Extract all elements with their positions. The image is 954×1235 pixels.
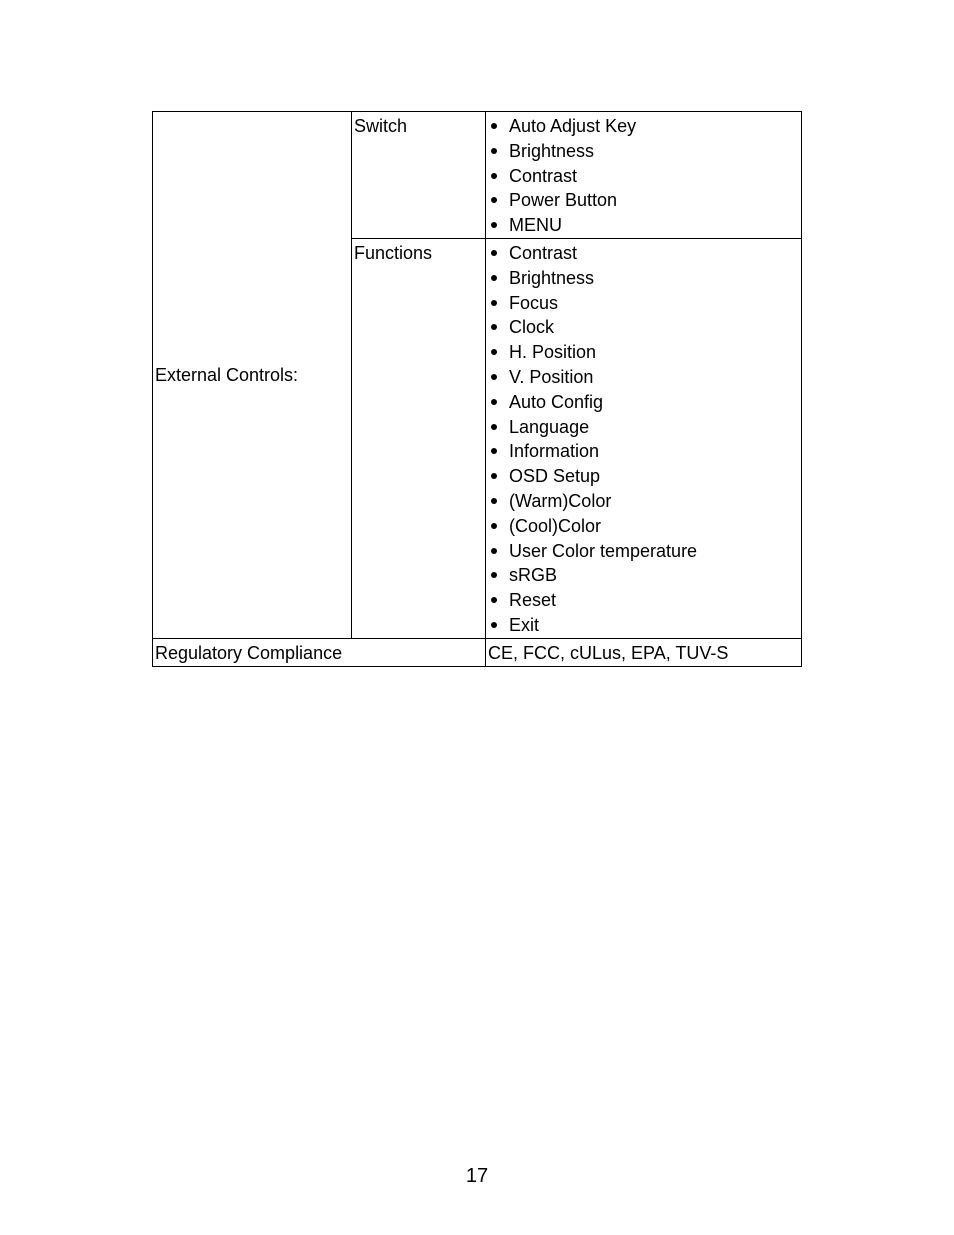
bullet-icon [491, 374, 497, 380]
list-item [488, 241, 799, 266]
list-item [488, 415, 799, 440]
bullet-icon [491, 498, 497, 504]
list-item [488, 390, 799, 415]
list-item-label: (Warm)Color [509, 490, 612, 511]
bullet-icon [491, 148, 497, 154]
list-item-label: OSD Setup [509, 466, 601, 487]
bullet-icon [491, 123, 497, 129]
list-item-label: Auto Config [509, 391, 604, 412]
switch-row [153, 112, 802, 239]
list-item-label: H. Position [509, 342, 597, 363]
spec-table [152, 111, 802, 667]
list-item-label: Power Button [509, 190, 618, 211]
list-item [488, 439, 799, 464]
bullet-icon [491, 424, 497, 430]
bullet-icon [491, 197, 497, 203]
list-item-label: Language [509, 416, 590, 437]
list-item-label: Auto Adjust Key [509, 116, 637, 136]
bullet-icon [491, 473, 497, 479]
bullet-icon [491, 523, 497, 529]
switch-label: Switch [352, 112, 486, 239]
list-item-label: Brightness [509, 140, 595, 161]
regulatory-label: Regulatory Compliance [153, 638, 486, 666]
list-item [488, 164, 799, 189]
list-item-label: Contrast [509, 242, 578, 263]
list-item [488, 114, 799, 139]
functions-list [488, 241, 799, 638]
switch-list [488, 114, 799, 238]
list-item [488, 213, 799, 238]
list-item [488, 365, 799, 390]
bullet-icon [491, 448, 497, 454]
external-controls-label: External Controls: [153, 112, 352, 639]
list-item-label: Contrast [509, 165, 578, 186]
list-item-label: Brightness [509, 267, 595, 288]
list-item [488, 291, 799, 316]
bullet-icon [491, 597, 497, 603]
list-item-label: User Color temperature [509, 540, 698, 561]
regulatory-value: CE, FCC, cULus, EPA, TUV-S [486, 638, 802, 666]
bullet-icon [491, 399, 497, 405]
bullet-icon [491, 250, 497, 256]
functions-items-cell [486, 238, 802, 638]
bullet-icon [491, 275, 497, 281]
list-item-label: V. Position [509, 366, 594, 387]
list-item [488, 489, 799, 514]
bullet-icon [491, 622, 497, 628]
list-item-label: Reset [509, 590, 557, 611]
list-item-label: Clock [509, 317, 555, 338]
list-item-label: Information [509, 441, 600, 462]
list-item [488, 514, 799, 539]
bullet-icon [491, 572, 497, 578]
bullet-icon [491, 324, 497, 330]
list-item [488, 139, 799, 164]
list-item [488, 563, 799, 588]
list-item-label: sRGB [509, 565, 558, 586]
list-item [488, 188, 799, 213]
list-item-label: Focus [509, 292, 559, 313]
list-item [488, 588, 799, 613]
list-item [488, 464, 799, 489]
list-item [488, 613, 799, 638]
list-item [488, 340, 799, 365]
list-item-label: MENU [509, 215, 562, 236]
list-item [488, 266, 799, 291]
list-item [488, 539, 799, 564]
list-item-label: (Cool)Color [509, 515, 602, 536]
list-item-label: Exit [509, 614, 540, 635]
list-item [488, 315, 799, 340]
bullet-icon [491, 548, 497, 554]
page-number: 17 [465, 1165, 489, 1187]
regulatory-row [153, 638, 802, 666]
functions-label: Functions [352, 238, 486, 638]
switch-items-cell [486, 112, 802, 239]
bullet-icon [491, 349, 497, 355]
bullet-icon [491, 222, 497, 228]
bullet-icon [491, 173, 497, 179]
bullet-icon [491, 300, 497, 306]
